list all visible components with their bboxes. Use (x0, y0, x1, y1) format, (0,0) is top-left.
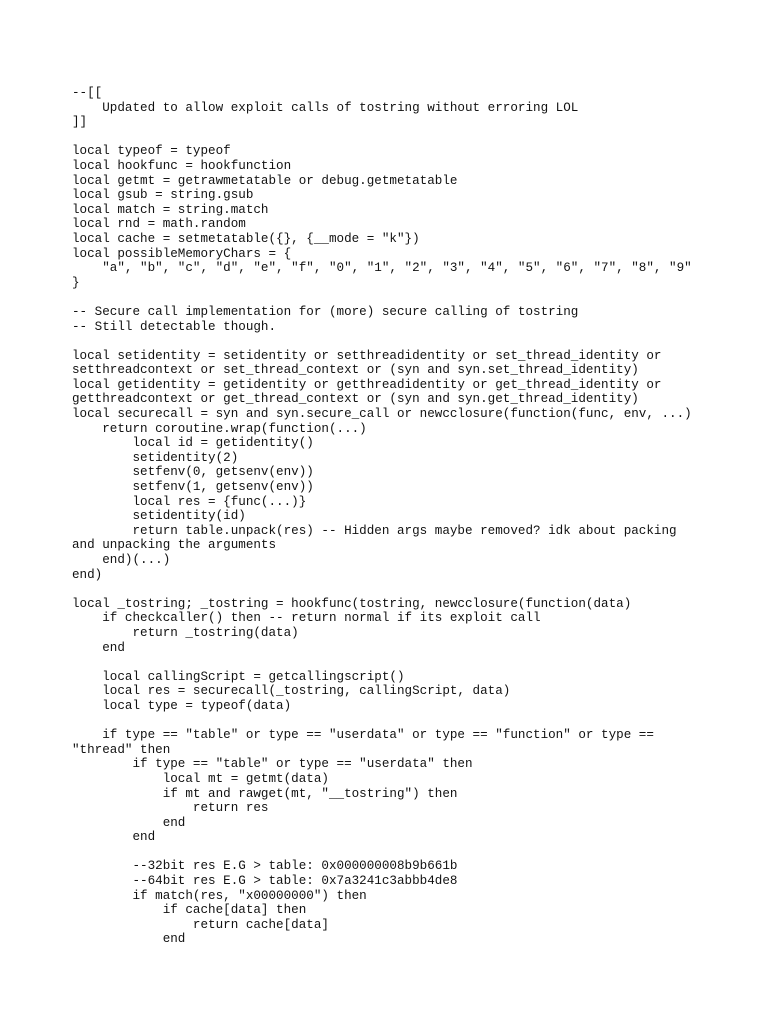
code-line (72, 714, 712, 729)
code-line: if match(res, "x00000000") then (72, 888, 367, 903)
code-line: local rnd = math.random (72, 217, 246, 232)
code-line: local securecall = syn and syn.secure_call or newcclosure(function(func, env, ...) (72, 407, 692, 422)
code-line: end (72, 932, 186, 947)
code-line: Updated to allow exploit calls of tostring without erroring LOL (72, 100, 579, 115)
code-line: } (72, 275, 80, 290)
code-line: "thread" then (72, 742, 171, 757)
code-line: if type == "table" or type == "userdata" or type == "function" or type == (72, 728, 654, 743)
code-line: -- Secure call implementation for (more) secure calling of tostring (72, 304, 579, 319)
code-line: return _tostring(data) (72, 625, 299, 640)
code-line: local res = {func(...)} (72, 494, 307, 509)
code-line: local typeof = typeof (72, 144, 231, 159)
code-line (72, 334, 712, 349)
code-line: return cache[data] (72, 917, 329, 932)
code-page (72, 86, 712, 947)
code-line: return table.unpack(res) -- Hidden args maybe removed? idk about packing (72, 523, 677, 538)
code-line: return coroutine.wrap(function(...) (72, 421, 367, 436)
code-line: local type = typeof(data) (72, 698, 292, 713)
code-line: setfenv(0, getsenv(env)) (72, 465, 314, 480)
code-line: local getmt = getrawmetatable or debug.getmetatable (72, 173, 458, 188)
code-line: local id = getidentity() (72, 436, 314, 451)
code-line: "a", "b", "c", "d", "e", "f", "0", "1", "2", "3", "4", "5", "6", "7", "8", "9" (72, 261, 692, 276)
code-line: getthreadcontext or get_thread_context or (syn and syn.get_thread_identity) (72, 392, 639, 407)
code-line: if cache[data] then (72, 903, 307, 918)
code-line: and unpacking the arguments (72, 538, 277, 553)
code-line: local _tostring; _tostring = hookfunc(tostring, newcclosure(function(data) (72, 596, 632, 611)
code-line (72, 845, 712, 860)
code-line: --[[ (72, 86, 103, 100)
code-line: --32bit res E.G > table: 0x000000008b9b661b (72, 859, 458, 874)
code-line: local callingScript = getcallingscript() (72, 669, 405, 684)
code-line: setidentity(id) (72, 509, 246, 524)
code-line: end (72, 640, 125, 655)
code-line (72, 130, 712, 145)
code-line: local hookfunc = hookfunction (72, 158, 292, 173)
code-line: end (72, 830, 156, 845)
code-line (72, 655, 712, 670)
code-line: local setidentity = setidentity or setthreadidentity or set_thread_identity or (72, 348, 662, 363)
code-line: if checkcaller() then -- return normal if its exploit call (72, 611, 541, 626)
code-line (72, 582, 712, 597)
code-line: end (72, 815, 186, 830)
code-line: end) (72, 567, 103, 582)
code-line: ]] (72, 115, 88, 130)
code-line (72, 290, 712, 305)
code-line: end)(...) (72, 553, 171, 567)
code-line: local res = securecall(_tostring, callingScript, data) (72, 684, 511, 699)
code-line: --64bit res E.G > table: 0x7a3241c3abbb4de8 (72, 874, 458, 889)
code-line: setthreadcontext or set_thread_context or (syn and syn.set_thread_identity) (72, 363, 639, 378)
code-line: local possibleMemoryChars = { (72, 246, 292, 261)
code-line: return res (72, 801, 269, 816)
code-line: local cache = setmetatable({}, {__mode = "k"}) (72, 231, 420, 246)
code-line: local gsub = string.gsub (72, 188, 254, 203)
code-line: setidentity(2) (72, 450, 239, 465)
code-line: if type == "table" or type == "userdata" then (72, 757, 473, 772)
code-line: -- Still detectable though. (72, 319, 277, 334)
code-line: local getidentity = getidentity or getthreadidentity or get_thread_identity or (72, 377, 662, 392)
code-line: if mt and rawget(mt, "__tostring") then (72, 786, 458, 801)
code-line: local match = string.match (72, 202, 269, 217)
code-line: local mt = getmt(data) (72, 771, 329, 786)
code-line: setfenv(1, getsenv(env)) (72, 480, 314, 495)
